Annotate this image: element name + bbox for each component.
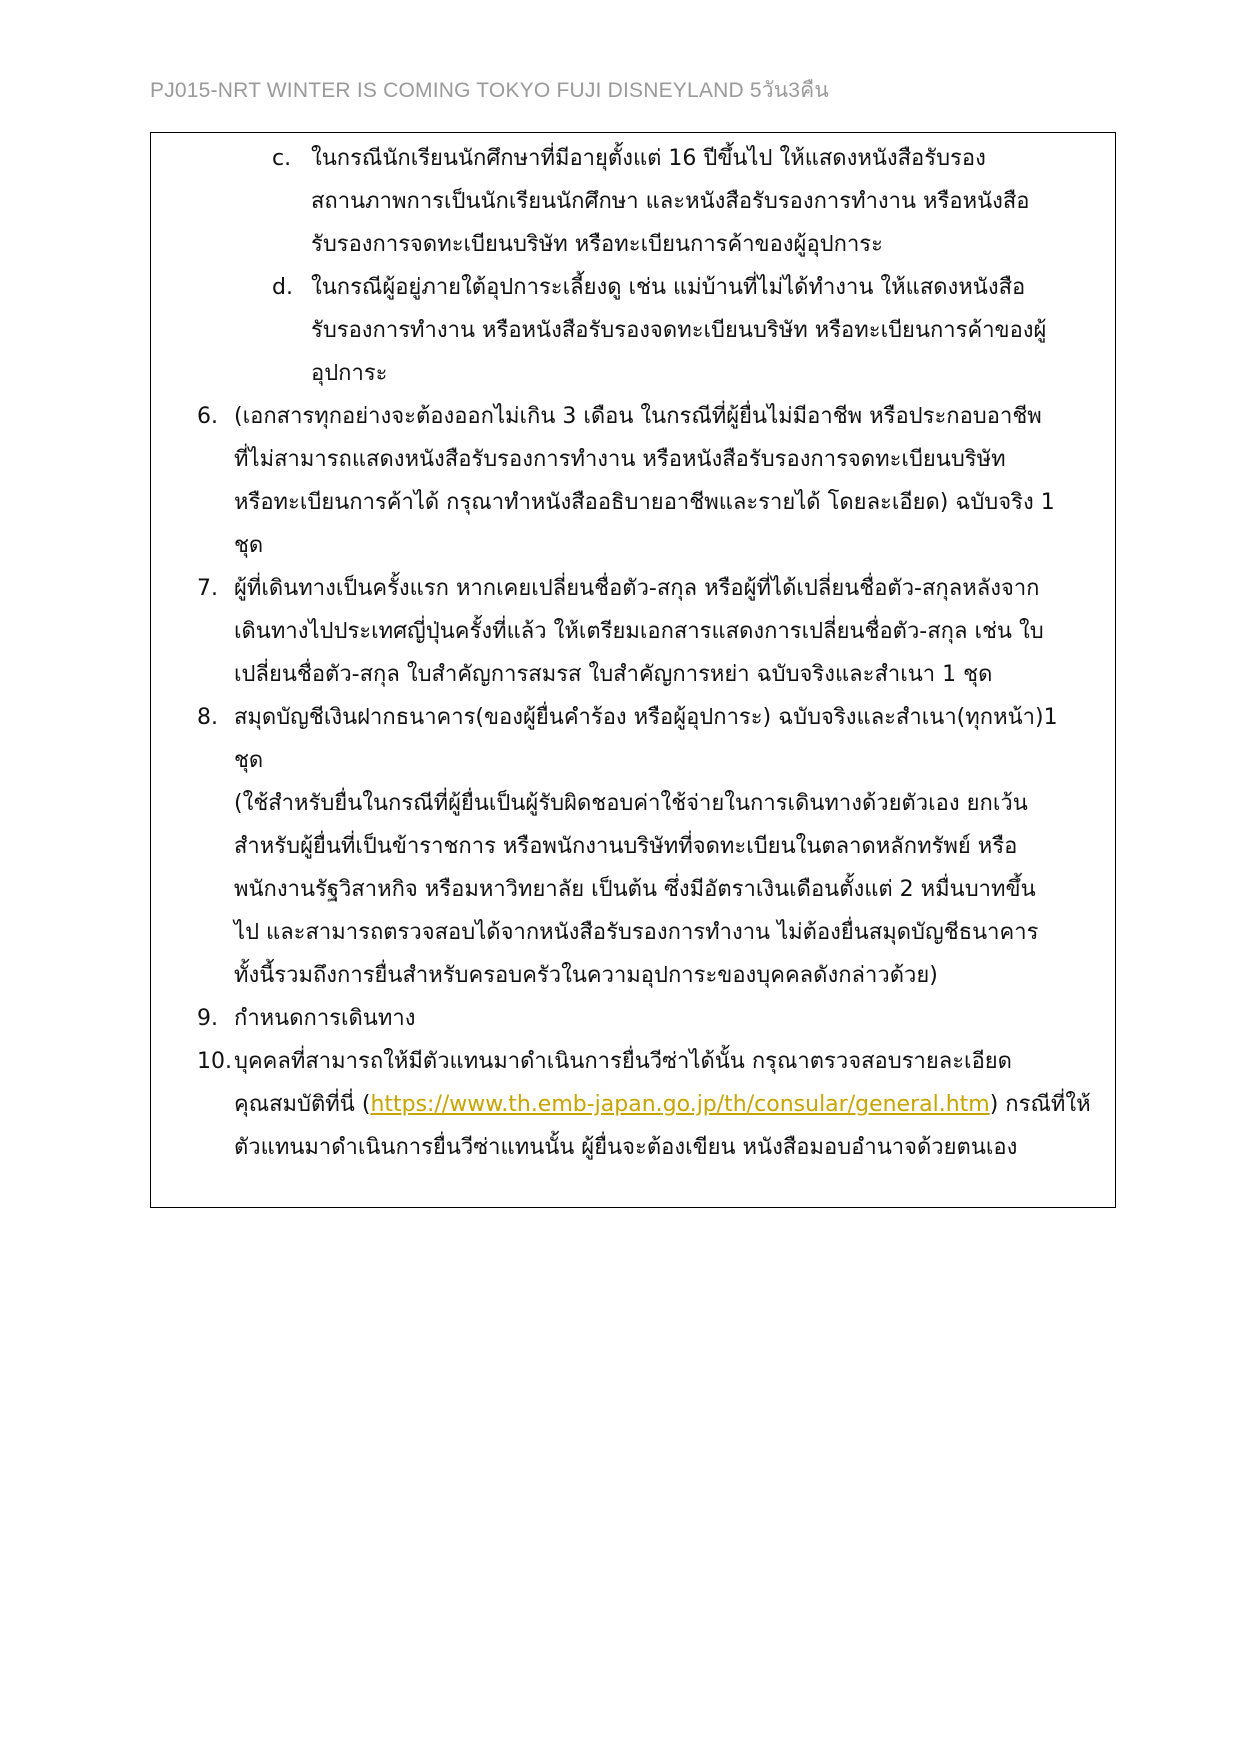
item-line: ในกรณีนักเรียนนักศึกษาที่มีอายุตั้งแต่ 16 ปีขึ้นไป ให้แสดงหนังสือรับรอง xyxy=(311,146,986,171)
item-line: ที่ไม่สามารถแสดงหนังสือรับรองการทำงาน หรือหนังสือรับรองการจดทะเบียนบริษัท xyxy=(234,447,1006,472)
item-line: ชุด xyxy=(234,533,264,558)
item-line: สำหรับผู้ยื่นที่เป็นข้าราชการ หรือพนักงานบริษัทที่จดทะเบียนในตลาดหลักทรัพย์ หรือ xyxy=(234,834,1018,859)
consular-general-link[interactable]: https://www.th.emb-japan.go.jp/th/consular/general.htm xyxy=(370,1092,990,1117)
item-marker: 7. xyxy=(197,576,218,601)
item-line: ตัวแทนมาดำเนินการยื่นวีซ่าแทนนั้น ผู้ยื่นจะต้องเขียน หนังสือมอบอำนาจด้วยตนเอง xyxy=(234,1135,1018,1160)
item-line: บุคคลที่สามารถให้มีตัวแทนมาดำเนินการยื่นวีซ่าได้นั้น กรุณาตรวจสอบรายละเอียด xyxy=(234,1049,1012,1074)
item-marker: 8. xyxy=(197,705,218,730)
item-marker: 10. xyxy=(197,1049,232,1074)
item-line: สถานภาพการเป็นนักเรียนนักศึกษา และหนังสือรับรองการทำงาน หรือหนังสือ xyxy=(311,189,1030,214)
item-line: เปลี่ยนชื่อตัว-สกุล ใบสำคัญการสมรส ใบสำคัญการหย่า ฉบับจริงและสำเนา 1 ชุด xyxy=(234,662,993,687)
item-line: พนักงานรัฐวิสาหกิจ หรือมหาวิทยาลัย เป็นต้น ซึ่งมีอัตราเงินเดือนตั้งแต่ 2 หมื่นบาทขึ้น xyxy=(234,877,1036,902)
item-line: ไป และสามารถตรวจสอบได้จากหนังสือรับรองการทำงาน ไม่ต้องยื่นสมุดบัญชีธนาคาร xyxy=(234,920,1039,945)
page-header: PJ015-NRT WINTER IS COMING TOKYO FUJI DISNEYLAND 5วัน3คืน xyxy=(150,79,829,102)
item-line: อุปการะ xyxy=(311,361,388,386)
link-prefix: คุณสมบัติที่นี่ ( xyxy=(234,1092,371,1117)
item-line: เดินทางไปประเทศญี่ปุ่นครั้งที่แล้ว ให้เตรียมเอกสารแสดงการเปลี่ยนชื่อตัว-สกุล เช่น ใบ xyxy=(234,619,1044,644)
item-marker: 6. xyxy=(197,404,218,429)
item-line: ผู้ที่เดินทางเป็นครั้งแรก หากเคยเปลี่ยนชื่อตัว-สกุล หรือผู้ที่ได้เปลี่ยนชื่อตัว-สกุลหลังจาก xyxy=(234,576,1040,601)
item-line: (เอกสารทุกอย่างจะต้องออกไม่เกิน 3 เดือน ในกรณีที่ผู้ยื่นไม่มีอาชีพ หรือประกอบอาชีพ xyxy=(234,404,1042,429)
item-line: รับรองการจดทะเบียนบริษัท หรือทะเบียนการค้าของผู้อุปการะ xyxy=(311,232,883,257)
item-marker: c. xyxy=(272,146,292,171)
item-line: กำหนดการเดินทาง xyxy=(234,1006,416,1031)
link-suffix: ) กรณีที่ให้ xyxy=(989,1092,1091,1117)
item-line: (ใช้สำหรับยื่นในกรณีที่ผู้ยื่นเป็นผู้รับผิดชอบค่าใช้จ่ายในการเดินทางด้วยตัวเอง ยกเว้น xyxy=(234,791,1028,816)
item-line: สมุดบัญชีเงินฝากธนาคาร(ของผู้ยื่นคำร้อง หรือผู้อุปการะ) ฉบับจริงและสำเนา(ทุกหน้า)1 xyxy=(234,705,1058,730)
item-line: รับรองการทำงาน หรือหนังสือรับรองจดทะเบียนบริษัท หรือทะเบียนการค้าของผู้ xyxy=(311,318,1047,343)
item-line: ในกรณีผู้อยู่ภายใต้อุปการะเลี้ยงดู เช่น แม่บ้านที่ไม่ได้ทำงาน ให้แสดงหนังสือ xyxy=(311,275,1026,300)
item-line: ชุด xyxy=(234,748,264,773)
item-line: ทั้งนี้รวมถึงการยื่นสำหรับครอบครัวในความอุปการะของบุคคลดังกล่าวด้วย) xyxy=(234,963,938,988)
item-line: หรือทะเบียนการค้าได้ กรุณาทำหนังสืออธิบายอาชีพและรายได้ โดยละเอียด) ฉบับจริง 1 xyxy=(234,490,1055,515)
item-line xyxy=(234,1090,1091,1120)
item-marker: 9. xyxy=(197,1006,218,1031)
item-marker: d. xyxy=(272,275,293,300)
